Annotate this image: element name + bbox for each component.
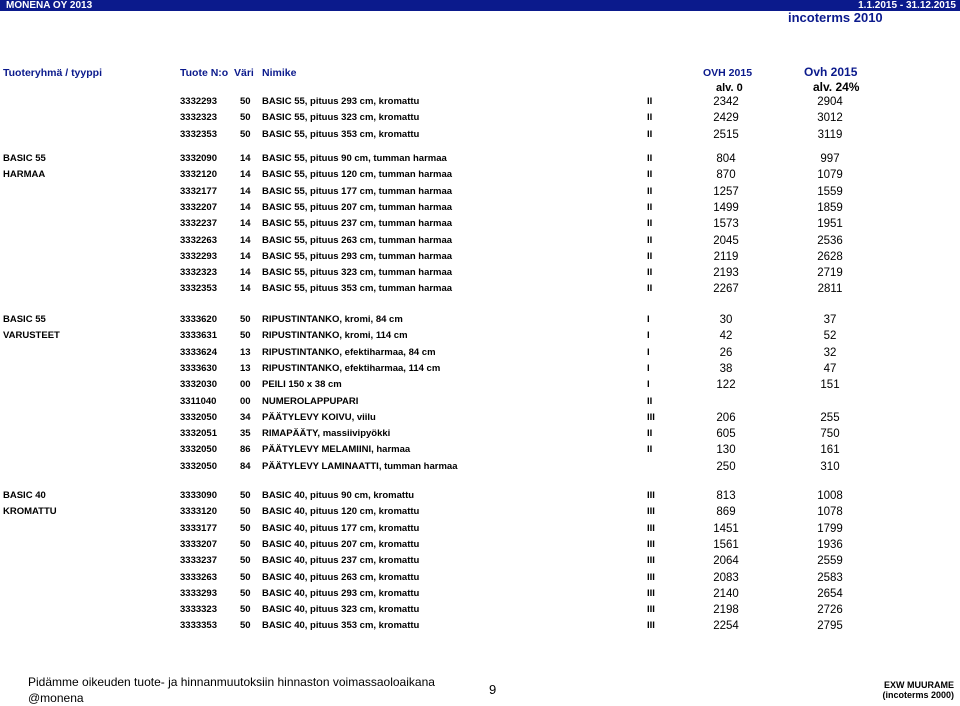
product-code: 3333207 — [180, 538, 217, 550]
header-price-net: OVH 2015 — [703, 67, 753, 79]
color-code: 14 — [240, 185, 251, 197]
price-net: 30 — [719, 314, 733, 326]
price-class: I — [647, 362, 650, 374]
price-gross: 3119 — [817, 128, 843, 141]
price-gross: 2795 — [817, 620, 843, 633]
product-code: 3332323 — [180, 112, 217, 124]
price-gross: 47 — [823, 362, 837, 375]
color-code: 00 — [240, 395, 251, 407]
product-code: 3333120 — [180, 506, 217, 518]
table-row — [0, 218, 960, 234]
color-code: 50 — [240, 128, 251, 140]
price-net: 2267 — [713, 283, 739, 296]
table-row — [0, 363, 960, 379]
table-row — [0, 555, 960, 571]
product-code: 3332323 — [180, 267, 217, 279]
price-net: 2515 — [713, 128, 739, 141]
price-net: 2193 — [713, 267, 739, 280]
table-row — [0, 347, 960, 363]
price-class: III — [647, 538, 655, 550]
product-name: BASIC 55, pituus 207 cm, tumman harmaa — [262, 201, 453, 213]
color-code: 50 — [240, 314, 251, 325]
product-name: RIPUSTINTANKO, efektiharmaa, 84 cm — [262, 346, 436, 358]
color-code: 14 — [240, 234, 251, 246]
product-code: 3333177 — [180, 522, 217, 534]
table-row — [0, 523, 960, 539]
product-name: BASIC 55, pituus 90 cm, tumman harmaa — [262, 153, 447, 164]
footer-brand: @monena — [28, 691, 84, 705]
product-name: BASIC 55, pituus 353 cm, tumman harmaa — [262, 283, 453, 295]
product-name: PÄÄTYLEVY MELAMIINI, harmaa — [262, 444, 411, 456]
price-net: 250 — [716, 460, 736, 473]
product-code: 3332050 — [180, 444, 217, 456]
product-code: 3332120 — [180, 169, 217, 181]
table-row — [0, 186, 960, 202]
price-class: II — [647, 444, 653, 456]
price-class: III — [647, 587, 655, 599]
product-name: BASIC 55, pituus 263 cm, tumman harmaa — [262, 234, 453, 246]
color-code: 14 — [240, 250, 251, 262]
price-gross: 37 — [823, 314, 837, 326]
product-name: BASIC 40, pituus 293 cm, kromattu — [262, 587, 420, 599]
product-code: 3332050 — [180, 411, 217, 423]
product-code: 3332051 — [180, 428, 217, 440]
header-price-gross: Ovh 2015 — [804, 65, 858, 79]
validity-period: 1.1.2015 - 31.12.2015 — [858, 0, 956, 11]
table-row — [0, 428, 960, 444]
table-row — [0, 396, 960, 412]
color-code: 50 — [240, 538, 251, 550]
price-class: I — [647, 346, 650, 358]
price-gross: 151 — [820, 379, 840, 392]
color-code: 35 — [240, 428, 251, 440]
color-code: 50 — [240, 522, 251, 534]
price-net: 2064 — [713, 555, 739, 568]
product-code: 3332293 — [180, 96, 217, 107]
price-net: 206 — [716, 411, 736, 424]
price-class: II — [647, 218, 653, 230]
color-code: 50 — [240, 555, 251, 567]
color-code: 50 — [240, 604, 251, 616]
table-row — [0, 379, 960, 395]
price-gross: 1859 — [817, 201, 843, 214]
product-code: 3311040 — [180, 395, 217, 407]
price-net: 869 — [716, 506, 736, 519]
price-class: II — [647, 169, 653, 181]
table-row — [0, 235, 960, 251]
price-class: III — [647, 604, 655, 616]
color-code: 14 — [240, 169, 251, 181]
footer-terms — [882, 680, 954, 700]
product-code: 3332353 — [180, 128, 217, 140]
price-gross: 2904 — [817, 96, 843, 108]
color-code: 13 — [240, 346, 251, 358]
price-class: III — [647, 555, 655, 567]
price-gross: 3012 — [817, 112, 843, 125]
price-class: III — [647, 506, 655, 518]
product-code: 3332090 — [180, 153, 217, 164]
price-gross: 2811 — [817, 283, 843, 296]
product-code: 3333353 — [180, 620, 217, 632]
header-price-net-vat: alv. 0 — [716, 82, 743, 94]
color-code: 50 — [240, 587, 251, 599]
price-class: I — [647, 314, 650, 325]
product-name: BASIC 55, pituus 353 cm, kromattu — [262, 128, 420, 140]
table-row — [0, 251, 960, 267]
table-row — [0, 112, 960, 128]
product-name: PÄÄTYLEVY KOIVU, viilu — [262, 411, 376, 423]
product-code: 3333630 — [180, 362, 217, 374]
color-code: 14 — [240, 201, 251, 213]
price-net: 122 — [716, 379, 736, 392]
price-net: 130 — [716, 444, 736, 457]
price-net: 38 — [719, 362, 733, 375]
product-name: BASIC 40, pituus 120 cm, kromattu — [262, 506, 420, 518]
price-net: 870 — [716, 169, 736, 182]
product-code: 3333090 — [180, 490, 217, 501]
table-row — [0, 572, 960, 588]
price-net: 804 — [716, 153, 736, 165]
header-code: Tuote N:o — [180, 67, 229, 79]
product-name: BASIC 40, pituus 177 cm, kromattu — [262, 522, 420, 534]
header-name: Nimike — [262, 67, 297, 79]
price-class: I — [647, 330, 650, 342]
color-code: 34 — [240, 411, 251, 423]
price-gross: 2726 — [817, 604, 843, 617]
price-net: 1573 — [713, 218, 739, 231]
price-net: 42 — [719, 330, 733, 343]
table-row — [0, 202, 960, 218]
price-class: II — [647, 112, 653, 124]
price-class: II — [647, 234, 653, 246]
color-code: 84 — [240, 460, 251, 472]
color-code: 14 — [240, 267, 251, 279]
price-class: III — [647, 522, 655, 534]
price-net: 2254 — [713, 620, 739, 633]
header-color: Väri — [234, 67, 254, 79]
color-code: 14 — [240, 218, 251, 230]
price-class: II — [647, 96, 653, 107]
product-code: 3333237 — [180, 555, 217, 567]
table-row — [0, 412, 960, 428]
price-gross: 161 — [820, 444, 840, 457]
price-gross: 310 — [820, 460, 840, 473]
table-row — [0, 588, 960, 604]
company-name: MONENA OY 2013 — [6, 0, 93, 11]
price-net: 2083 — [713, 571, 739, 584]
price-class: II — [647, 128, 653, 140]
price-class: II — [647, 153, 653, 164]
price-class: III — [647, 490, 655, 501]
table-row — [0, 490, 960, 506]
color-code: 50 — [240, 490, 251, 501]
price-gross: 2654 — [817, 587, 843, 600]
price-gross: 750 — [820, 428, 840, 441]
table-row — [0, 330, 960, 346]
price-class: II — [647, 201, 653, 213]
product-name: BASIC 40, pituus 237 cm, kromattu — [262, 555, 420, 567]
group-label: BASIC 55 — [3, 153, 46, 164]
product-name: BASIC 40, pituus 90 cm, kromattu — [262, 490, 415, 501]
color-code: 50 — [240, 571, 251, 583]
table-row — [0, 604, 960, 620]
product-name: BASIC 55, pituus 177 cm, tumman harmaa — [262, 185, 453, 197]
product-code: 3332207 — [180, 201, 217, 213]
price-gross: 52 — [823, 330, 837, 343]
table-row — [0, 267, 960, 283]
table-row — [0, 444, 960, 460]
price-gross: 1559 — [817, 185, 843, 198]
product-name: NUMEROLAPPUPARI — [262, 395, 359, 407]
price-net: 2342 — [713, 96, 739, 108]
price-class: II — [647, 185, 653, 197]
price-class: II — [647, 250, 653, 262]
table-row — [0, 153, 960, 169]
price-net: 813 — [716, 490, 736, 502]
footer-disclaimer: Pidämme oikeuden tuote- ja hinnanmuutoksiin hinnaston voimassaoloaikana — [28, 675, 435, 689]
price-net: 2045 — [713, 234, 739, 247]
product-name: PÄÄTYLEVY LAMINAATTI, tumman harmaa — [262, 460, 458, 472]
color-code: 50 — [240, 330, 251, 342]
product-code: 3332353 — [180, 283, 217, 295]
table-row — [0, 96, 960, 112]
price-gross: 1799 — [817, 522, 843, 535]
product-name: BASIC 55, pituus 293 cm, tumman harmaa — [262, 250, 453, 262]
group-label: BASIC 40 — [3, 490, 46, 501]
price-gross: 2559 — [817, 555, 843, 568]
product-name: BASIC 40, pituus 353 cm, kromattu — [262, 620, 420, 632]
price-net: 1451 — [713, 522, 739, 535]
product-code: 3332293 — [180, 250, 217, 262]
table-row — [0, 283, 960, 299]
price-class: II — [647, 283, 653, 295]
table-row — [0, 461, 960, 477]
price-net: 2119 — [713, 250, 739, 263]
product-code: 3333293 — [180, 587, 217, 599]
price-net: 1561 — [713, 538, 739, 551]
price-net: 26 — [719, 346, 733, 359]
table-row — [0, 506, 960, 522]
table-row — [0, 169, 960, 185]
price-net: 1499 — [713, 201, 739, 214]
product-name: BASIC 55, pituus 323 cm, tumman harmaa — [262, 267, 453, 279]
color-code: 14 — [240, 283, 251, 295]
group-label: VARUSTEET — [3, 330, 60, 342]
product-name: RIPUSTINTANKO, efektiharmaa, 114 cm — [262, 362, 441, 374]
incoterms-label: incoterms 2010 — [788, 10, 883, 25]
product-name: RIMAPÄÄTY, massiivipyökki — [262, 428, 391, 440]
price-net: 2140 — [713, 587, 739, 600]
product-name: RIPUSTINTANKO, kromi, 114 cm — [262, 330, 408, 342]
product-name: RIPUSTINTANKO, kromi, 84 cm — [262, 314, 403, 325]
footer-note — [28, 674, 435, 706]
product-name: BASIC 55, pituus 323 cm, kromattu — [262, 112, 420, 124]
color-code: 00 — [240, 379, 251, 391]
product-name: BASIC 55, pituus 120 cm, tumman harmaa — [262, 169, 453, 181]
header-price-gross-vat: alv. 24% — [813, 80, 860, 94]
group-label: HARMAA — [3, 169, 46, 181]
product-code: 3333263 — [180, 571, 217, 583]
price-gross: 1079 — [817, 169, 843, 182]
price-gross: 1951 — [817, 218, 843, 231]
price-gross: 2628 — [817, 250, 843, 263]
price-gross: 997 — [820, 153, 840, 165]
price-net: 605 — [716, 428, 736, 441]
product-code: 3333624 — [180, 346, 217, 358]
color-code: 13 — [240, 362, 251, 374]
color-code: 50 — [240, 96, 251, 107]
product-name: BASIC 40, pituus 323 cm, kromattu — [262, 604, 420, 616]
delivery-terms-sub: (incoterms 2000) — [882, 690, 954, 700]
product-name: BASIC 55, pituus 293 cm, kromattu — [262, 96, 420, 107]
color-code: 50 — [240, 620, 251, 632]
table-row — [0, 314, 960, 330]
color-code: 86 — [240, 444, 251, 456]
price-gross: 1078 — [817, 506, 843, 519]
price-net: 2198 — [713, 604, 739, 617]
product-code: 3332237 — [180, 218, 217, 230]
price-class: III — [647, 571, 655, 583]
product-code: 3332263 — [180, 234, 217, 246]
color-code: 50 — [240, 112, 251, 124]
price-net: 1257 — [713, 185, 739, 198]
page-number: 9 — [489, 682, 497, 697]
price-gross: 2583 — [817, 571, 843, 584]
group-label: BASIC 55 — [3, 314, 46, 325]
price-class: II — [647, 395, 653, 407]
price-class: III — [647, 411, 655, 423]
price-gross: 1936 — [817, 538, 843, 551]
product-code: 3332177 — [180, 185, 217, 197]
product-code: 3333620 — [180, 314, 217, 325]
table-row — [0, 539, 960, 555]
group-label: KROMATTU — [3, 506, 57, 518]
price-class: I — [647, 379, 650, 391]
price-class: III — [647, 620, 655, 632]
product-code: 3332030 — [180, 379, 217, 391]
price-gross: 2536 — [817, 234, 843, 247]
price-net: 2429 — [713, 112, 739, 125]
product-code: 3332050 — [180, 460, 217, 472]
price-gross: 32 — [823, 346, 837, 359]
price-class: II — [647, 267, 653, 279]
price-class: II — [647, 428, 653, 440]
price-gross: 255 — [820, 411, 840, 424]
header-group: Tuoteryhmä / tyyppi — [3, 67, 102, 79]
color-code: 50 — [240, 506, 251, 518]
product-name: BASIC 40, pituus 263 cm, kromattu — [262, 571, 420, 583]
table-row — [0, 129, 960, 145]
delivery-terms: EXW MUURAME — [884, 680, 954, 690]
product-name: BASIC 40, pituus 207 cm, kromattu — [262, 538, 420, 550]
product-code: 3333631 — [180, 330, 217, 342]
product-name: BASIC 55, pituus 237 cm, tumman harmaa — [262, 218, 453, 230]
product-name: PEILI 150 x 38 cm — [262, 379, 342, 391]
price-gross: 2719 — [817, 267, 843, 280]
color-code: 14 — [240, 153, 251, 164]
price-gross: 1008 — [817, 490, 843, 502]
product-code: 3333323 — [180, 604, 217, 616]
table-row — [0, 620, 960, 636]
